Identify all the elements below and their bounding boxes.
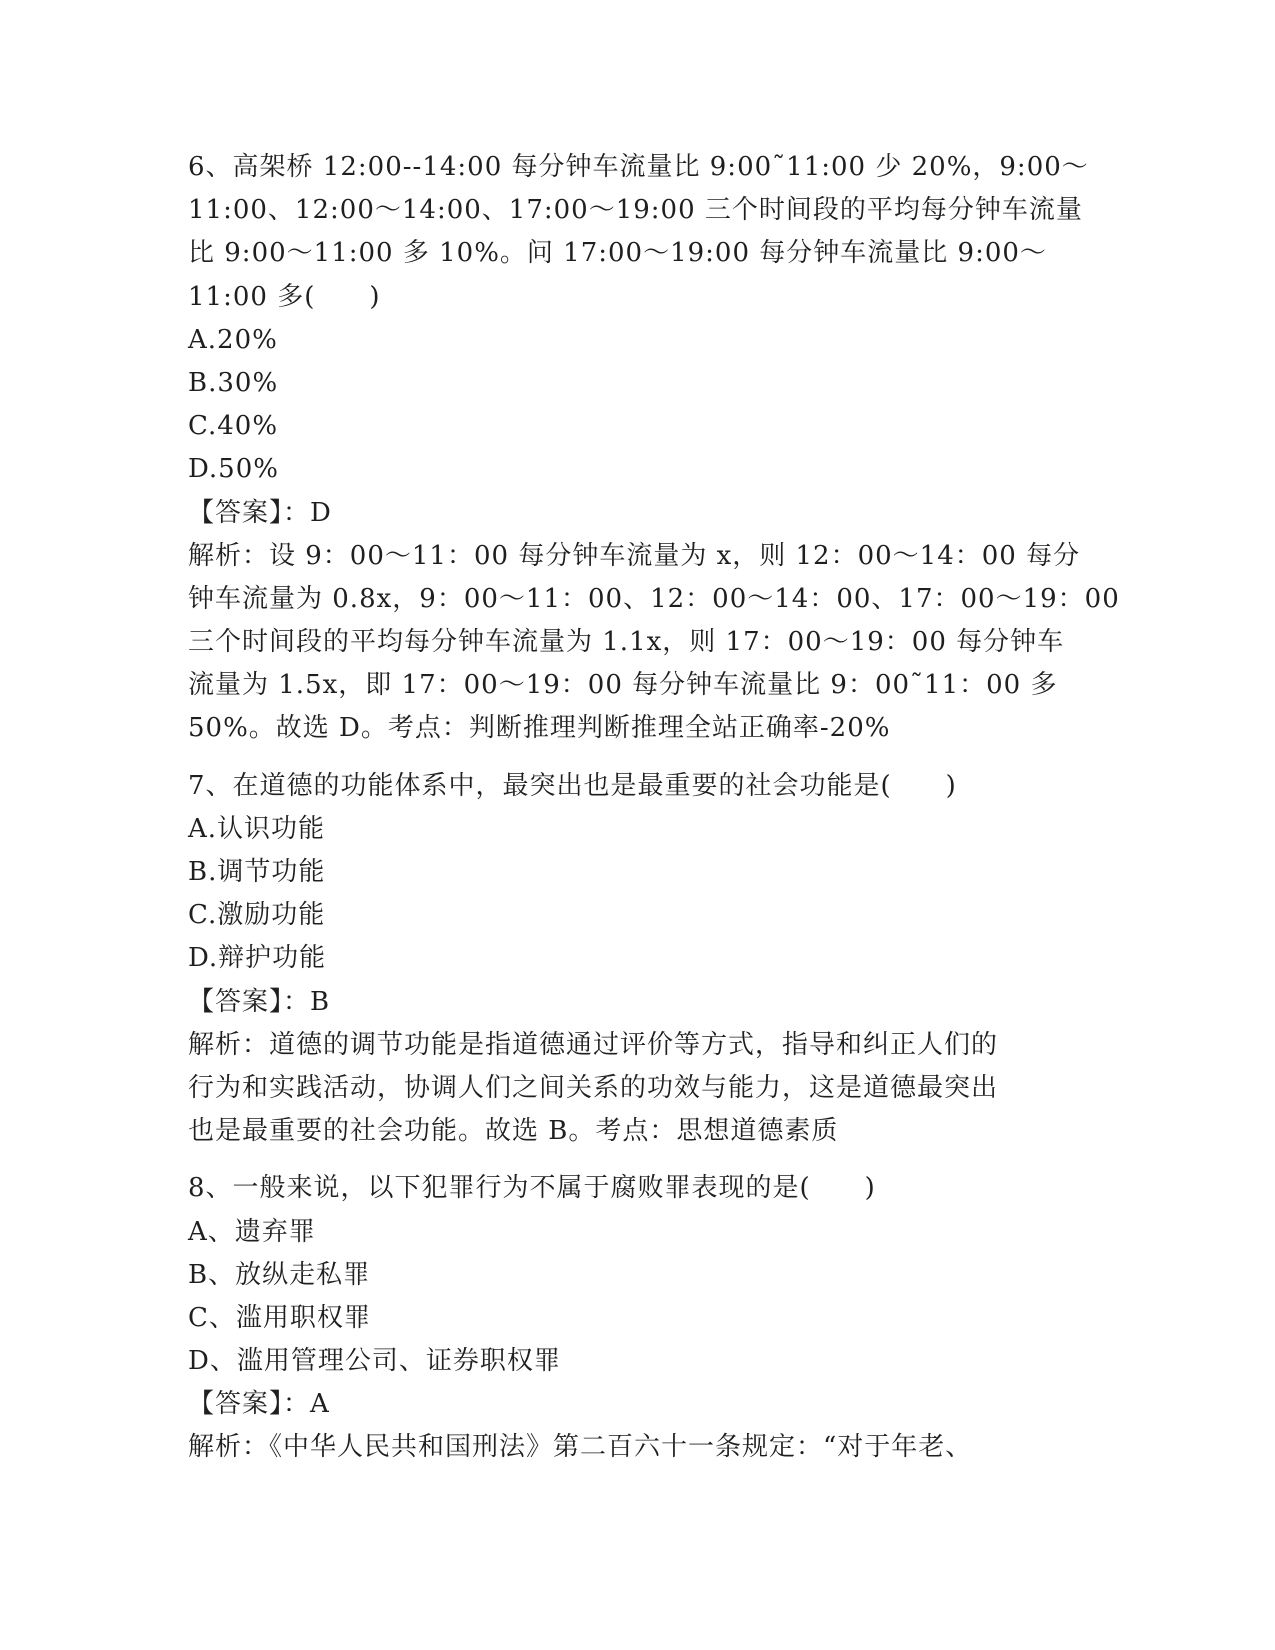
analysis-line: 解析：《中华人民共和国刑法》第二百六十一条规定：“对于年老、 bbox=[188, 1432, 973, 1463]
question-stem-line: 7、在道德的功能体系中，最突出也是最重要的社会功能是( ) bbox=[188, 770, 957, 801]
option-a: A.认识功能 bbox=[188, 813, 326, 844]
option-b: B、放纵走私罪 bbox=[188, 1259, 371, 1290]
option-d: D.辩护功能 bbox=[188, 943, 327, 974]
answer-line: 【答案】：D bbox=[188, 497, 332, 528]
option-b: B.调节功能 bbox=[188, 857, 326, 887]
answer-line: 【答案】：B bbox=[188, 986, 331, 1017]
document-content bbox=[188, 146, 1120, 1484]
option-d: D、滥用管理公司、证券职权罪 bbox=[188, 1346, 561, 1377]
analysis-line: 也是最重要的社会功能。故选 B。考点：思想道德素质 bbox=[188, 1116, 839, 1147]
analysis-line: 解析：设 9：00～11：00 每分钟车流量为 x，则 12：00～14：00 每分 bbox=[188, 540, 1081, 571]
question-stem-line: 11:00 多( ) bbox=[188, 281, 381, 312]
question-7 bbox=[188, 765, 1088, 1154]
option-c: C、滥用职权罪 bbox=[188, 1302, 371, 1333]
answer-line: 【答案】：A bbox=[188, 1389, 330, 1420]
question-stem-line: 8、一般来说，以下犯罪行为不属于腐败罪表现的是( ) bbox=[188, 1173, 876, 1204]
option-b: B.30% bbox=[188, 367, 279, 398]
question-stem-line: 11:00、12:00～14:00、17:00～19:00 三个时间段的平均每分钟车流量 bbox=[188, 195, 1083, 226]
question-stem-line: 比 9:00～11:00 多 10%。问 17:00～19:00 每分钟车流量比 9:00～ bbox=[188, 238, 1047, 269]
option-c: C.激励功能 bbox=[188, 900, 326, 931]
question-stem-line: 6、高架桥 12:00--14:00 每分钟车流量比 9:00˜11:00 少 20%，9:00～ bbox=[188, 152, 1089, 182]
analysis-line: 钟车流量为 0.8x，9：00～11：00、12：00～14：00、17：00～19：00 bbox=[188, 583, 1120, 614]
option-d: D.50% bbox=[188, 454, 279, 485]
question-6 bbox=[188, 146, 1120, 751]
option-c: C.40% bbox=[188, 411, 279, 442]
option-a: A、遗弃罪 bbox=[188, 1216, 316, 1247]
analysis-line: 三个时间段的平均每分钟车流量为 1.1x，则 17：00～19：00 每分钟车 bbox=[188, 627, 1065, 658]
analysis-line: 行为和实践活动，协调人们之间关系的功效与能力，这是道德最突出 bbox=[188, 1072, 999, 1103]
analysis-line: 50%。故选 D。考点：判断推理判断推理全站正确率-20% bbox=[188, 713, 891, 744]
analysis-line: 流量为 1.5x，即 17：00～19：00 每分钟车流量比 9：00˜11：00 多 bbox=[188, 670, 1058, 701]
analysis-line: 解析：道德的调节功能是指道德通过评价等方式，指导和纠正人们的 bbox=[188, 1029, 999, 1060]
question-8 bbox=[188, 1167, 1088, 1469]
option-a: A.20% bbox=[188, 324, 278, 355]
